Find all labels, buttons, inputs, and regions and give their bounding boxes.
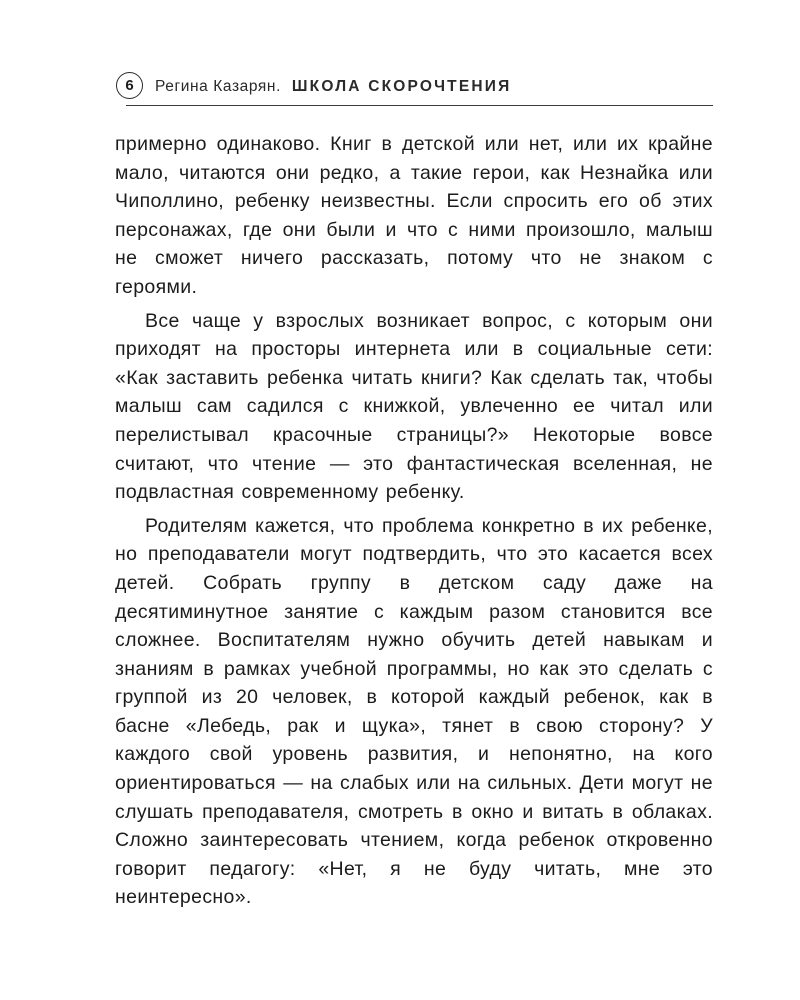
page-number: 6 [125,77,134,94]
body-paragraph: Все чаще у взрослых возникает вопрос, с которым они приходят на просторы интернета или в социальные сети: «Как заставить ребенка читать книги? Как сделать так, чтобы малыш сам садился с книжкой, увлеченно ее читал или перелистывал красочные страницы?» Некоторые вовсе считают, что чтение — это фантастическая вселенная, не подвластная современному ребенку. [115,309,713,504]
page-number-badge [116,72,143,99]
running-head-author: Регина Казарян. [155,77,281,95]
page-header-row [116,72,713,105]
page-header [116,72,713,106]
header-rule [126,105,713,106]
body-text-block [115,130,713,917]
body-paragraph: Родителям кажется, что проблема конкретно в их ребенке, но преподаватели могут подтвердить, что это касается всех детей. Собрать группу в детском саду даже на десятиминутное занятие с каждым разом становится все сложнее. Воспитателям нужно обучить детей навыкам и знаниям в рамках учебной программы, но как это сделать с группой из 20 человек, в которой каждый ребенок, как в басне «Лебедь, рак и щука», тянет в свою сторону? У каждого свой уровень развития, и непонятно, на кого ориентироваться — на слабых или на сильных. Дети могут не слушать преподавателя, смотреть в окно и витать в облаках. Сложно заинтересовать чтением, когда ребенок откровенно говорит педагогу: «Нет, я не буду читать, мне это неинтересно». [115,514,713,909]
body-paragraph: примерно одинаково. Книг в детской или нет, или их крайне мало, читаются они редко, а такие герои, как Незнайка или Чиполлино, ребенку неизвестны. Если спросить его об этих персонажах, где они были и что с ними произошло, малыш не сможет ничего рассказать, потому что не знаком с героями. [115,133,713,298]
running-head-title: ШКОЛА СКОРОЧТЕНИЯ [291,77,512,95]
running-head [155,76,511,96]
